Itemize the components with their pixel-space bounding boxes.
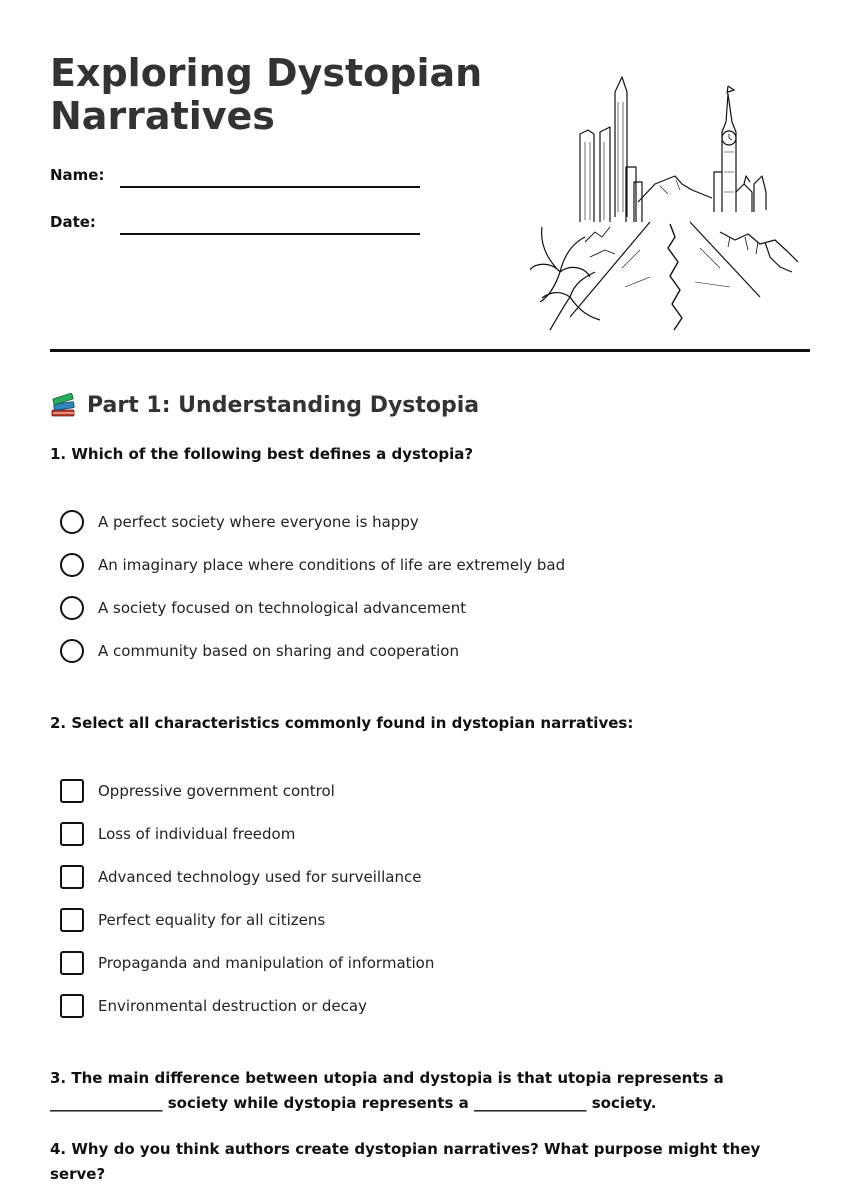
header-divider <box>50 349 810 352</box>
question-3: 3. The main difference between utopia and dystopia is that utopia represents a _______________ society while dystopia represents a _______________ society. <box>50 1069 724 1112</box>
name-label: Name: <box>50 166 105 184</box>
q1-option-2[interactable] <box>60 552 565 578</box>
date-field[interactable] <box>50 213 430 243</box>
question-1: 1. Which of the following best defines a dystopia? <box>50 445 474 463</box>
q2-option-2[interactable] <box>60 821 295 847</box>
question-4: 4. Why do you think authors create dystopian narratives? What purpose might they serve? <box>50 1140 761 1183</box>
books-icon <box>50 392 77 419</box>
part1-heading-text: Part 1: Understanding Dystopia <box>87 392 480 418</box>
radio-button[interactable] <box>60 639 84 663</box>
checkbox[interactable] <box>60 779 84 803</box>
q2-option-3[interactable] <box>60 864 421 890</box>
dystopian-city-illustration <box>530 72 800 334</box>
q1-option-4[interactable] <box>60 638 459 664</box>
option-label: A society focused on technological advancement <box>98 599 467 617</box>
radio-button[interactable] <box>60 510 84 534</box>
checkbox[interactable] <box>60 951 84 975</box>
name-field[interactable] <box>50 166 430 196</box>
page-title: Exploring Dystopian Narratives <box>50 51 483 138</box>
radio-button[interactable] <box>60 553 84 577</box>
question-2: 2. Select all characteristics commonly found in dystopian narratives: <box>50 714 634 732</box>
name-line[interactable] <box>120 186 420 188</box>
option-label: A community based on sharing and cooperation <box>98 642 459 660</box>
option-label: Advanced technology used for surveillance <box>98 868 422 886</box>
option-label: An imaginary place where conditions of life are extremely bad <box>98 556 566 574</box>
date-label: Date: <box>50 213 96 231</box>
date-line[interactable] <box>120 233 420 235</box>
q2-option-4[interactable] <box>60 907 325 933</box>
checkbox[interactable] <box>60 994 84 1018</box>
option-label: Loss of individual freedom <box>98 825 296 843</box>
option-label: Oppressive government control <box>98 782 335 800</box>
q2-option-5[interactable] <box>60 950 434 976</box>
checkbox[interactable] <box>60 865 84 889</box>
option-label: Propaganda and manipulation of information <box>98 954 435 972</box>
checkbox[interactable] <box>60 822 84 846</box>
q1-option-3[interactable] <box>60 595 466 621</box>
q1-option-1[interactable] <box>60 509 419 535</box>
radio-button[interactable] <box>60 596 84 620</box>
option-label: A perfect society where everyone is happy <box>98 513 419 531</box>
q2-option-6[interactable] <box>60 993 367 1019</box>
checkbox[interactable] <box>60 908 84 932</box>
option-label: Environmental destruction or decay <box>98 997 367 1015</box>
option-label: Perfect equality for all citizens <box>98 911 326 929</box>
part1-heading <box>50 388 479 422</box>
q2-option-1[interactable] <box>60 778 335 804</box>
